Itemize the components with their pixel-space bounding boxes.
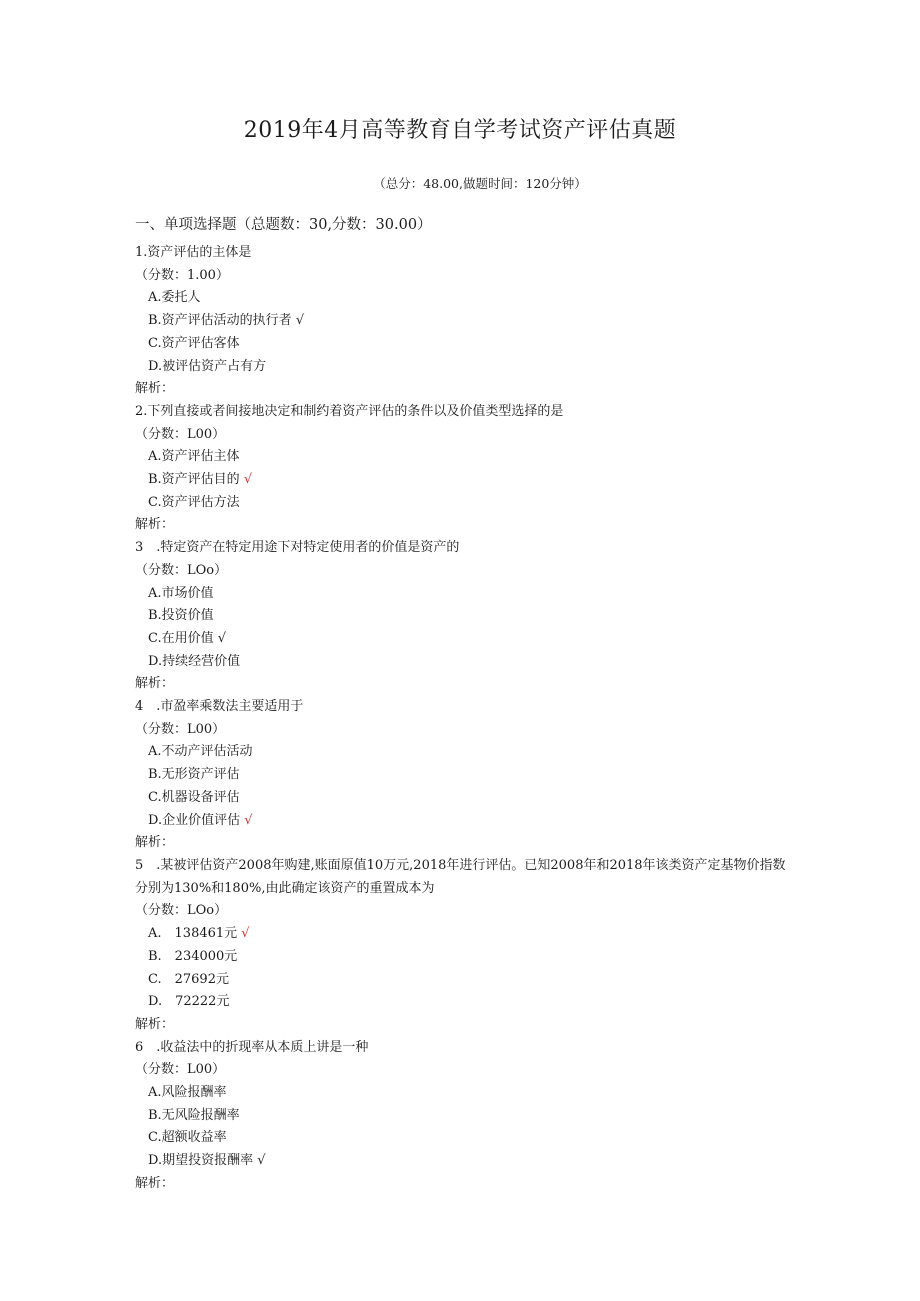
option-text: A.风险报酬率 — [148, 1085, 227, 1101]
analysis-label: 解析： — [135, 517, 175, 533]
correct-check-icon: √ — [253, 1153, 266, 1169]
option-text: C.超额收益率 — [148, 1130, 227, 1146]
option-text: C.机器设备评估 — [148, 789, 240, 805]
question-score: （分数：L00） — [135, 721, 226, 737]
analysis-label: 解析： — [135, 835, 175, 851]
option-text: B.资产评估活动的执行者 — [148, 313, 292, 329]
question-stem: 1.资产评估的主体是 — [135, 245, 252, 260]
answer-option — [135, 1105, 795, 1128]
option-text: C.资产评估客体 — [148, 335, 240, 351]
option-text: B.无形资产评估 — [148, 767, 240, 783]
answer-option — [135, 810, 795, 833]
answer-option — [135, 605, 795, 628]
answer-option — [135, 991, 795, 1014]
option-text: A.不动产评估活动 — [148, 744, 253, 760]
question-block — [135, 696, 795, 855]
analysis-label: 解析： — [135, 381, 175, 397]
answer-option — [135, 583, 795, 606]
answer-option — [135, 1082, 795, 1105]
answer-option — [135, 333, 795, 356]
answer-option — [135, 946, 795, 969]
option-text: D. 72222元 — [148, 994, 230, 1010]
page-title: 2019年4月高等教育自学考试资产评估真题 — [243, 118, 677, 143]
correct-check-icon: √ — [240, 812, 253, 828]
question-stem: 3 .特定资产在特定用途下对特定使用者的价值是资产的 — [135, 540, 460, 556]
answer-option — [135, 741, 795, 764]
question-score: （分数：1.00） — [135, 267, 229, 283]
option-text: C.资产评估方法 — [148, 494, 240, 510]
correct-check-icon: √ — [213, 630, 227, 646]
exam-meta: （总分：48.00,做题时间：120分钟） — [373, 176, 587, 191]
option-text: D.企业价值评估 — [148, 812, 241, 828]
option-text: A. 138461元 — [148, 926, 238, 942]
analysis-label: 解析： — [135, 1175, 175, 1191]
question-score: （分数：LOo） — [135, 562, 228, 578]
question-score: （分数：LOo） — [135, 903, 228, 919]
option-text: C.在用价值 — [148, 630, 214, 646]
question-stem: 5 .某被评估资产2008年购建,账面原值10万元,2018年进行评估。已知2008年和2018年该类资产定基物价指数分别为130%和180%,由此确定该资产的重置成本为 — [135, 857, 786, 896]
option-text: D.期望投资报酬率 — [148, 1153, 254, 1169]
answer-option — [135, 469, 795, 492]
option-text: A.资产评估主体 — [148, 449, 240, 465]
answer-option — [135, 764, 795, 787]
answer-option — [135, 969, 795, 992]
question-block — [135, 1037, 795, 1196]
question-block — [135, 242, 795, 401]
question-block — [135, 537, 795, 696]
answer-option — [135, 651, 795, 674]
answer-option — [135, 923, 795, 946]
answer-option — [135, 492, 795, 515]
answer-option — [135, 287, 795, 310]
question-block — [135, 401, 795, 537]
question-list — [135, 242, 795, 1196]
analysis-label: 解析： — [135, 676, 175, 692]
analysis-label: 解析： — [135, 1016, 175, 1032]
answer-option — [135, 787, 795, 810]
question-block — [135, 855, 795, 1037]
correct-check-icon: √ — [291, 313, 305, 329]
section-heading: 一、单项选择题（总题数：30,分数：30.00） — [135, 217, 432, 233]
answer-option — [135, 1127, 795, 1150]
option-text: D.持续经营价值 — [148, 653, 241, 669]
answer-option — [135, 1150, 795, 1173]
question-stem: 4 .市盈率乘数法主要适用于 — [135, 699, 304, 715]
question-score: （分数：L00） — [135, 426, 226, 442]
option-text: B.投资价值 — [148, 608, 214, 624]
answer-option — [135, 628, 795, 651]
correct-check-icon: √ — [239, 472, 253, 488]
question-score: （分数：L00） — [135, 1062, 226, 1078]
option-text: A.市场价值 — [148, 585, 214, 601]
question-stem: 2.下列直接或者间接地决定和制约着资产评估的条件以及价值类型选择的是 — [135, 403, 564, 419]
option-text: B.无风险报酬率 — [148, 1107, 240, 1123]
answer-option — [135, 356, 795, 379]
answer-option — [135, 446, 795, 469]
option-text: A.委托人 — [148, 290, 201, 306]
option-text: D.被评估资产占有方 — [148, 358, 267, 374]
correct-check-icon: √ — [237, 926, 250, 942]
answer-option — [135, 310, 795, 333]
option-text: C. 27692元 — [148, 971, 229, 987]
option-text: B.资产评估目的 — [148, 472, 240, 488]
option-text: B. 234000元 — [148, 948, 238, 964]
question-stem: 6 .收益法中的折现率从本质上讲是一种 — [135, 1039, 369, 1055]
